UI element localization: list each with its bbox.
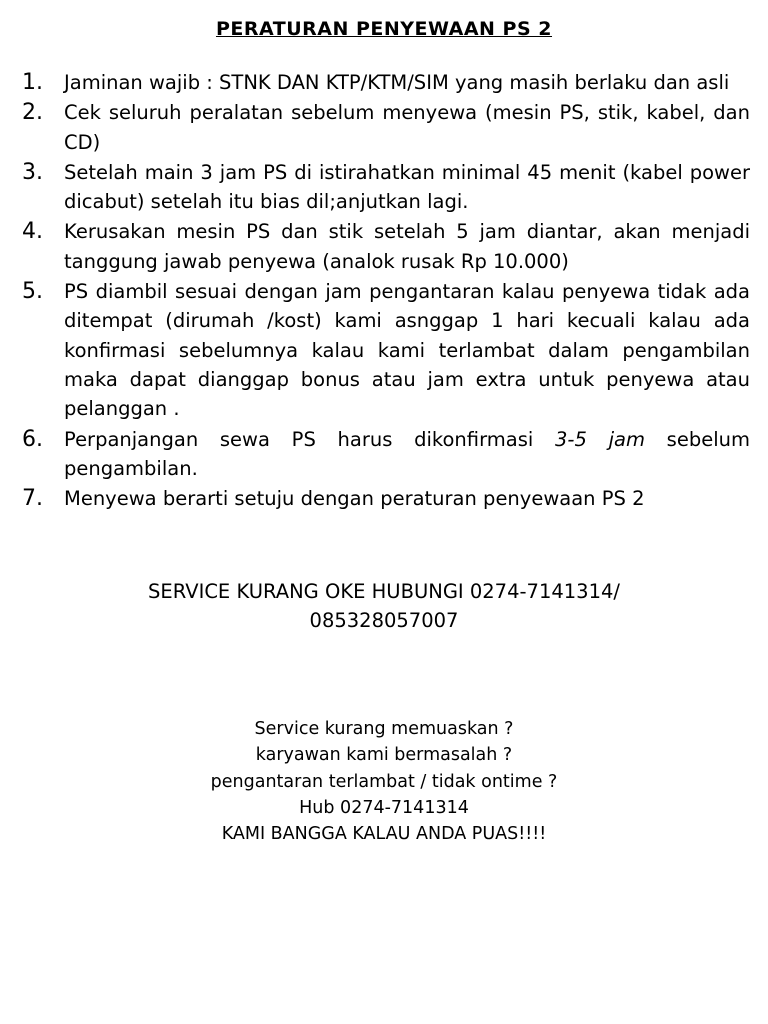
rule-number: 3. [22, 159, 43, 185]
rules-list [22, 68, 750, 514]
document-title: PERATURAN PENYEWAAN PS 2 [215, 18, 553, 40]
footer-slogan: KAMI BANGGA KALAU ANDA PUAS!!!! [221, 824, 547, 845]
rule-item-7 [22, 484, 750, 513]
rule-text: Cek seluruh peralatan sebelum menyewa (mesin PS, stik, kabel, dan CD) [64, 101, 750, 154]
service-contact [0, 577, 768, 635]
rule-text: Setelah main 3 jam PS di istirahatkan minimal 45 menit (kabel power dicabut) setelah itu bias dil;anjutkan lagi. [64, 160, 750, 214]
rule-text: Jaminan wajib : STNK DAN KTP/KTM/SIM yang masih berlaku dan asli [64, 71, 730, 94]
footer-phone: Hub 0274-7141314 [299, 797, 469, 818]
footer-line: pengantaran terlambat / tidak ontime ? [210, 771, 558, 792]
rule-text: Menyewa berarti setuju dengan peraturan penyewaan PS 2 [64, 487, 645, 511]
rule-item-1 [22, 68, 750, 97]
rule-number: 1. [22, 70, 43, 95]
rule-text: Kerusakan mesin PS dan stik setelah 5 jam diantar, akan menjadi tanggung jawab penyewa (analok rusak Rp 10.000) [64, 220, 750, 273]
rule-number: 6. [22, 426, 43, 452]
rule-item-6 [22, 425, 750, 484]
rule-item-5 [22, 277, 750, 423]
footer-line: karyawan kami bermasalah ? [255, 745, 513, 766]
rule-number: 5. [22, 279, 43, 305]
service-phone: 085328057007 [309, 609, 459, 632]
complaint-footer [0, 716, 768, 847]
rule-text: PS diambil sesuai dengan jam pengantaran kalau penyewa tidak ada ditempat (dirumah /kost) kami asnggap 1 hari kecuali kalau ada konfirmasi sebelumnya kalau kami terlambat dalam pengambilan maka dapat dianggap bonus atau jam extra untuk penyewa atau pelanggan . [64, 280, 750, 421]
rule-text-end: sebelum pengambilan. [64, 427, 750, 480]
rule-text-emphasis: 3-5 jam [555, 427, 645, 451]
rule-text-start: Perpanjangan sewa PS harus dikonfirmasi [64, 427, 555, 451]
rule-number: 2. [22, 100, 43, 126]
rule-item-2 [22, 98, 750, 157]
rule-item-3 [22, 158, 750, 217]
rule-number: 4. [22, 219, 43, 245]
rule-number: 7. [22, 486, 43, 512]
rule-text [64, 425, 750, 484]
rule-item-4 [22, 217, 750, 276]
footer-line: Service kurang memuaskan ? [254, 719, 514, 739]
service-line: SERVICE KURANG OKE HUBUNGI 0274-7141314/ [148, 580, 620, 603]
